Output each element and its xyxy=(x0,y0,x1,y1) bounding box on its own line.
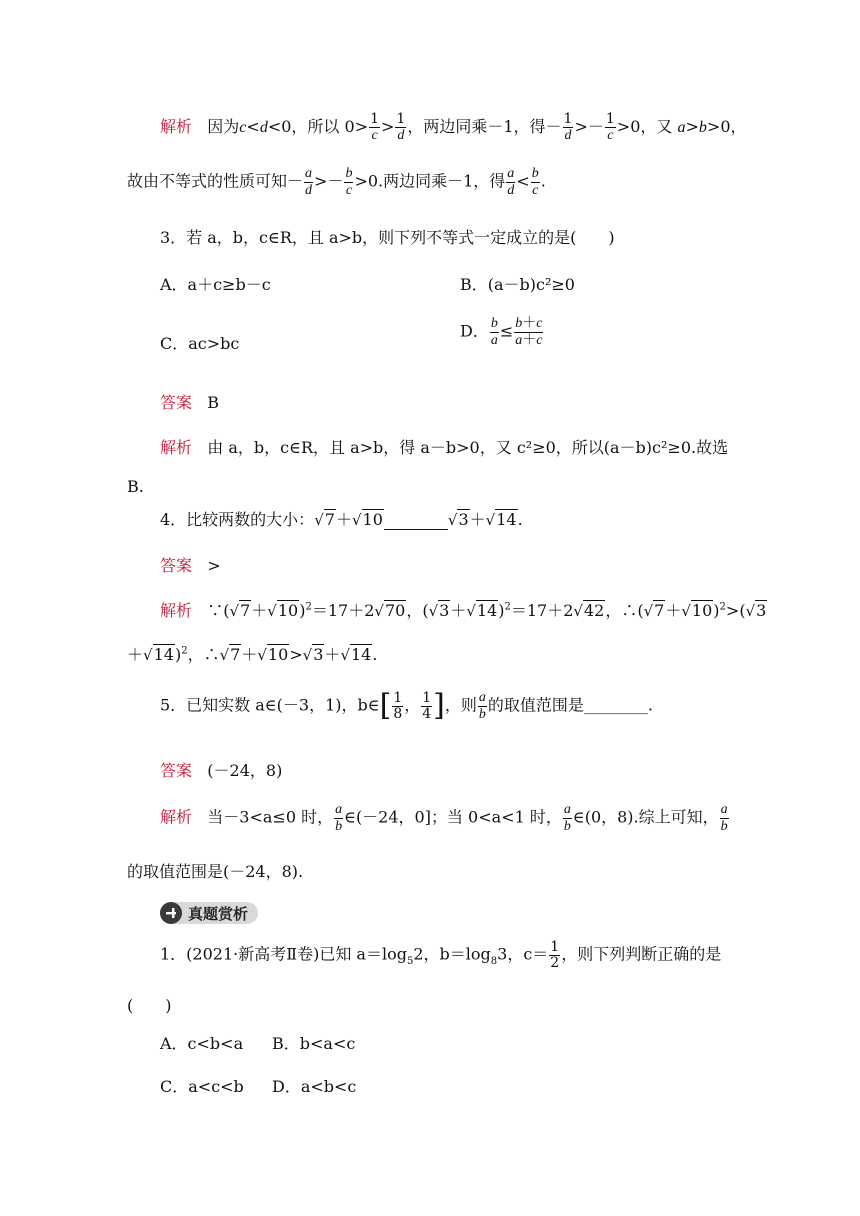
text: ，所以 0> xyxy=(291,117,369,137)
analysis-label: 解析 xyxy=(160,438,193,457)
question-3-stem: 3．若 a，b，c∈R，且 a>b，则下列不等式一定成立的是( ) xyxy=(160,228,615,247)
text: 故由不等式的性质可知－ xyxy=(127,171,304,191)
answer-label: 答案 xyxy=(160,761,193,780)
answer-blank[interactable] xyxy=(384,510,448,530)
text: ，( xyxy=(406,601,429,620)
analysis-5-end: 的取值范围是(－24，8). xyxy=(127,862,304,881)
analysis-line-2a: 解析 因为c<d<0，所以 0> $\frac{1}{c}$ > $\frac{1}{d}$ ，两边同乘－1，得－ $\frac{1}{d}$ >－ $\frac{1}{c}$ >0，又 a>b>0， xyxy=(160,111,747,143)
answer-3 xyxy=(160,393,219,412)
fraction: $\frac{a}{d}$ xyxy=(305,166,313,198)
sqrt: √7 xyxy=(314,510,335,529)
fraction: $\frac{1}{d}$ xyxy=(396,111,406,143)
fraction: $\frac{b}{c}$ xyxy=(345,166,353,198)
text: 0.两边同乘－1，得 xyxy=(367,171,506,191)
text: ∈(－24，0]；当 0<a<1 时， xyxy=(344,807,562,827)
answer-4 xyxy=(160,556,221,575)
text: ，则 xyxy=(444,695,477,715)
sqrt: √10 xyxy=(351,510,383,529)
section-header xyxy=(160,902,258,924)
fraction: $\frac{b}{a}$ xyxy=(490,316,498,348)
text: ，又 xyxy=(640,117,673,137)
exam-option-c: C．a<c<b xyxy=(160,1077,244,1096)
text: 2，b＝log xyxy=(413,944,491,964)
option-d: D． $\frac{b}{a}$ ≤ $\frac{b+c}{a+c}$ xyxy=(460,315,543,348)
fraction: $\frac{1}{c}$ xyxy=(370,111,380,143)
analysis-5: 解析 当－3<a≤0 时， $\frac{a}{b}$ ∈(－24，0]；当 0<a<1 时， $\frac{a}{b}$ ∈(0，8).综上可知， $\frac{a}{b}$ xyxy=(160,802,728,834)
answer-label: 答案 xyxy=(160,393,193,412)
text: 4．比较两数的大小： xyxy=(160,510,315,529)
section-title: 真题赏析 xyxy=(188,904,249,923)
exam-option-a: A．c<b<a xyxy=(160,1034,244,1053)
text: 3，c＝ xyxy=(497,944,549,964)
text: ＝17＋2 xyxy=(510,601,574,620)
fraction: $\frac{1}{c}$ xyxy=(605,111,615,143)
text: 因为 xyxy=(207,117,240,137)
analysis-line-2b: 故由不等式的性质可知－ $\frac{a}{d}$ >－ $\frac{b}{c}$ >0.两边同乘－1，得 $\frac{a}{d}$ < $\frac{b}{c}$ . xyxy=(127,166,546,198)
sqrt: √14 xyxy=(485,510,517,529)
analysis-3-end: B. xyxy=(127,477,144,496)
analysis-3 xyxy=(160,438,728,457)
fraction: $\frac{b+c}{a+c}$ xyxy=(515,315,543,348)
text: 1．(2021·新高考Ⅱ卷)已知 a＝log xyxy=(160,944,407,964)
analysis-4-line2: ＋√14)$^2$，∴√7＋√10>√3＋√14. xyxy=(127,645,378,664)
sqrt: √3 xyxy=(447,510,469,529)
answer-value: B xyxy=(207,393,220,412)
text: 的取值范围是________. xyxy=(487,695,653,715)
answer-value: (－24，8) xyxy=(207,761,283,780)
text: ，两边同乘－1，得－ xyxy=(407,117,562,137)
analysis-4-line1: 解析 $\because(√7+√10)^2=17+2√70$，$(√3+√14)^2=17+2√42$，$\therefore(√7+√10)^2>(√3$ xyxy=(160,601,767,620)
answer-value: > xyxy=(207,556,221,575)
exam-question-1-paren: ( ) xyxy=(127,996,172,1015)
text: ＝17＋2 xyxy=(311,601,375,620)
option-a: A．a＋c≥b－c xyxy=(160,275,271,294)
exam-question-1-stem: 1．(2021·新高考Ⅱ卷)已知 $a=\log_52$，$b=\log_83$，c＝ $\frac{1}{2}$ ，则下列判断正确的是 xyxy=(160,939,722,971)
text: 当－3<a≤0 时， xyxy=(207,807,334,827)
option-c: C．ac>bc xyxy=(160,334,240,353)
text: ＋ xyxy=(127,645,144,664)
text: ，则下列判断正确的是 xyxy=(561,944,722,964)
fraction: $\frac{1}{d}$ xyxy=(563,111,573,143)
answer-label: 答案 xyxy=(160,556,193,575)
analysis-label: 解析 xyxy=(160,601,193,620)
question-4-stem: 4．比较两数的大小：√7＋√10 √3＋√14. xyxy=(160,510,523,529)
analysis-text: 由 a，b，c∈R，且 a>b，得 a－b>0，又 c²≥0，所以(a－b)c²≥0.故选 xyxy=(207,438,729,457)
analysis-label: 解析 xyxy=(160,807,193,827)
text: ∵( xyxy=(207,601,230,620)
exam-option-d: D．a<b<c xyxy=(272,1077,357,1096)
fraction: $\frac{b}{c}$ xyxy=(531,166,539,198)
text: 5．已知实数 a∈(－3，1)，b∈ xyxy=(160,695,380,715)
exam-option-b: B．b<a<c xyxy=(272,1034,356,1053)
fraction: $\frac{a}{d}$ xyxy=(507,166,515,198)
option-b: B．(a－b)c²≥0 xyxy=(460,275,575,294)
section-icon xyxy=(160,902,182,924)
text: ，∴ xyxy=(187,645,220,664)
question-5-stem: 5．已知实数 a∈(－3，1)，b∈[ $\frac{1}{8}$ ， $\frac{1}{4}$ ]，则 $\frac{a}{b}$ 的取值范围是________. xyxy=(160,688,653,724)
analysis-label: 解析 xyxy=(160,117,193,137)
text: ∈(0，8).综上可知， xyxy=(572,807,719,827)
text: ，∴( xyxy=(605,601,644,620)
answer-5 xyxy=(160,761,282,780)
option-d-label: D． xyxy=(460,321,489,341)
